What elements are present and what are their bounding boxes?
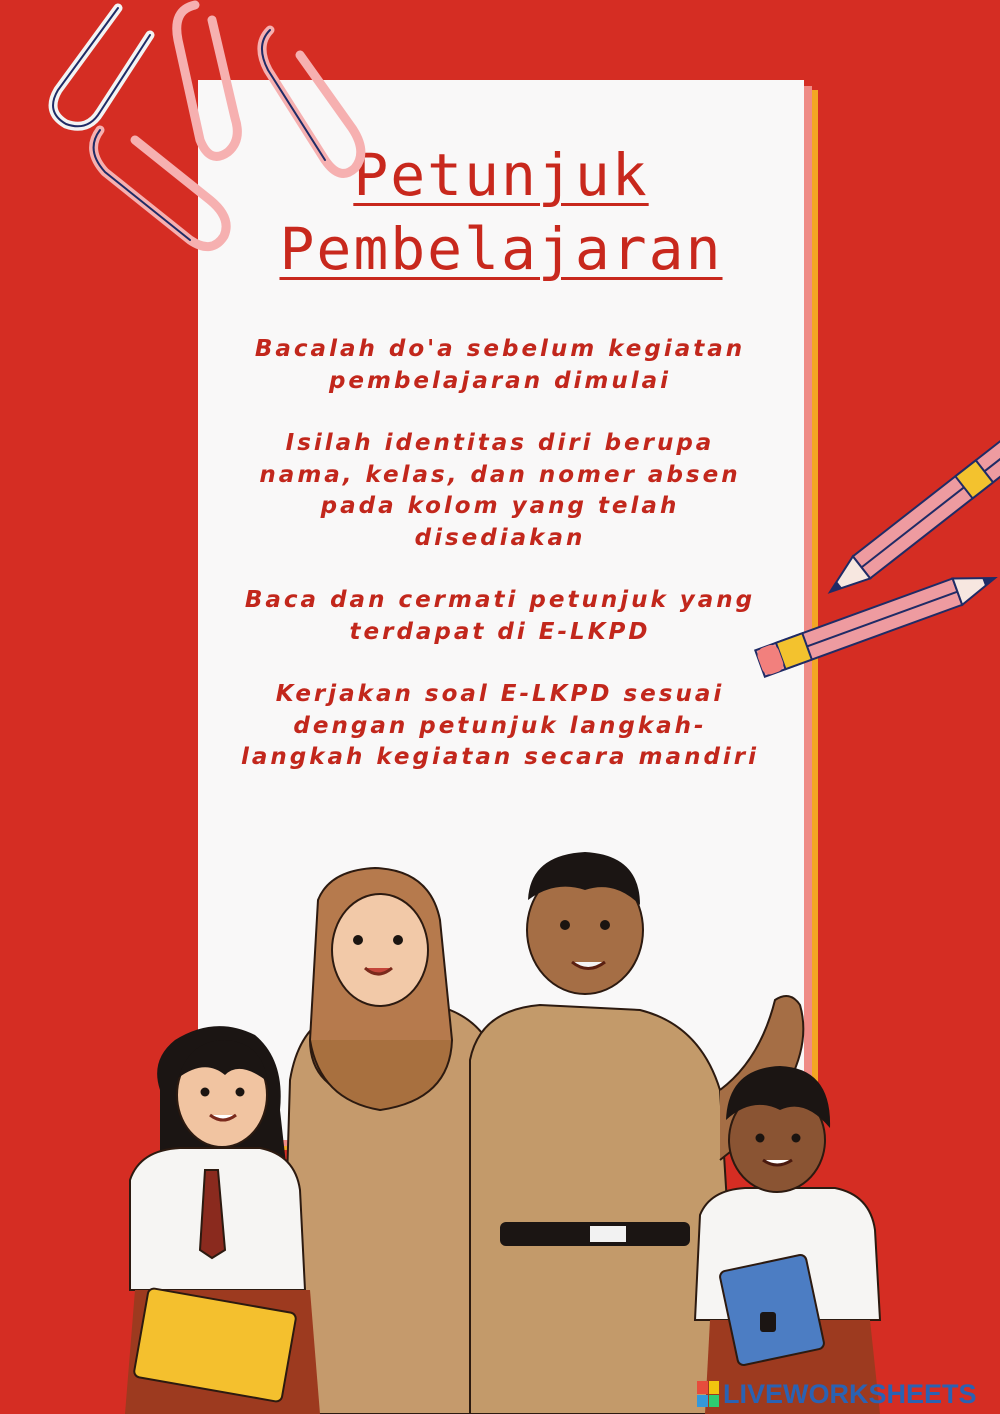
pencil-icon — [755, 565, 999, 677]
instruction-item: Baca dan cermati petunjuk yang terdapat di E-LKPD — [244, 587, 756, 645]
liveworksheets-logo-icon — [697, 1381, 719, 1407]
paperclip-icon — [177, 5, 238, 156]
instruction-item: Kerjakan soal E-LKPD sesuai dengan petunjuk langkah-langkah kegiatan secara mandiri — [240, 681, 760, 770]
watermark-text: LIVEWORKSHEETS — [723, 1378, 977, 1409]
title-line-1: Petunjuk — [353, 141, 649, 209]
instruction-item: Isilah identitas diri berupa nama, kelas, dan nomer absen pada kolom yang telah disediakan — [259, 430, 741, 551]
instruction-item: Bacalah do'a sebelum kegiatan pembelajaran dimulai — [254, 336, 746, 394]
paperclip-icon — [53, 8, 150, 126]
paperclip-icon — [262, 30, 361, 173]
liveworksheets-watermark — [697, 1380, 977, 1408]
title-line-2: Pembelajaran — [279, 215, 723, 283]
